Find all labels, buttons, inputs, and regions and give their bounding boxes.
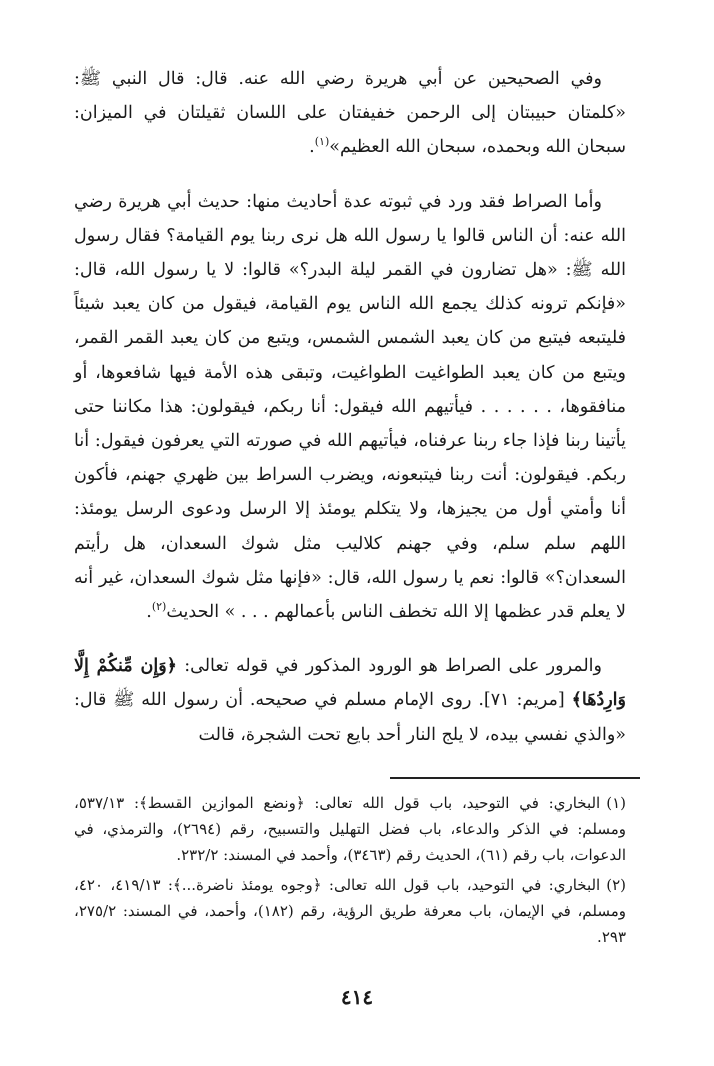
page-number: ٤١٤ <box>340 985 374 1009</box>
footnote-text: البخاري: في التوحيد، باب قول الله تعالى: ﴿وجوه يومئذ ناضرة...﴾: ٤١٩/١٣، ٤٢٠، ومسلم، في الإيمان، باب معرفة طريق الرؤية، رقم (١٨٢)، وأحمد، في المسند: ٢٧٥/٢، ٢٩٣. <box>74 876 626 946</box>
paragraph: وفي الصحيحين عن أبي هريرة رضي الله عنه. قال: قال النبي ﷺ: «كلمتان حبيبتان إلى الرحمن خفيفتان على اللسان ثقيلتان في الميزان: سبحان الله وبحمده، سبحان الله العظيم»$^{(١)}$. <box>74 69 626 158</box>
footnote-number: (٢) <box>606 876 627 894</box>
paragraph-text: وأما الصراط فقد ورد في ثبوته عدة أحاديث منها: حديث أبي هريرة رضي الله عنه: أن الناس قالوا يا رسول الله هل نرى ربنا يوم القيامة؟ فقال رسول الله ﷺ: «هل تضارون في القمر ليلة البدر؟» قالوا: لا يا رسول الله، قال: «فإنكم ترونه كذلك يجمع الله الناس يوم القيامة، فيقول من كان يعبد شيئاً فليتبعه فيتبع من كان يعبد الشمس الشمس، ويتبع من كان يعبد القمر القمر، ويتبع من كان يعبد الطواغيت الطواغيت، وتبقى هذه الأمة فيها شافعوها، أو منافقوها، . . . . . . فيأتيهم الله فيقول: أنا ربكم، فيقولون: هذا مكاننا حتى يأتينا ربنا فإذا جاء ربنا عرفناه، فيأتيهم الله في صورته التي يعرفون فيقول: أنا ربكم. فيقولون: أنت ربنا فيتبعونه، ويضرب السراط بين ظهري جهنم، فأكون أنا وأمتي أول من يجيزها، ولا يتكلم يومئذ إلا الرسل ودعوى الرسل يومئذ: اللهم سلم سلم، وفي جهنم كلاليب مثل شوك السعدان، هل رأيتم السعدان؟» قالوا: نعم يا رسول الله، قال: «فإنها مثل شوك السعدان، غير أنه لا يعلم قدر عظمها إلا الله تخطف الناس بأعمالهم . . . » الحديث <box>74 191 627 623</box>
footnote <box>74 872 626 950</box>
quran-verse: ﴿وَإِن مِّنكُمْ إِلَّا وَارِدُهَا﴾ <box>74 656 626 711</box>
footnote <box>74 790 626 868</box>
main-text <box>74 62 626 752</box>
paragraph: وأما الصراط فقد ورد في ثبوته عدة أحاديث منها: حديث أبي هريرة رضي الله عنه: أن الناس قالوا يا رسول الله هل نرى ربنا يوم القيامة؟ فقال رسول الله ﷺ: «هل تضارون في القمر ليلة البدر؟» قالوا: لا يا رسول الله، قال: «فإنكم ترونه كذلك يجمع الله الناس يوم القيامة، فيقول من كان يعبد شيئاً فليتبعه فيتبع من كان يعبد الشمس الشمس، ويتبع من كان يعبد القمر القمر، ويتبع من كان يعبد الطواغيت الطواغيت، وتبقى هذه الأمة فيها شافعوها، أو منافقوها، . . . . . . فيأتيهم الله فيقول: أنا ربكم، فيقولون: هذا مكاننا حتى يأتينا ربنا فإذا جاء ربنا عرفناه، فيأتيهم الله في صورته التي يعرفون فيقول: أنا ربكم. فيقولون: أنت ربنا فيتبعونه، ويضرب السراط بين ظهري جهنم، فأكون أنا وأمتي أول من يجيزها، ولا يتكلم يومئذ إلا الرسل ودعوى الرسل يومئذ: اللهم سلم سلم، وفي جهنم كلاليب مثل شوك السعدان، هل رأيتم السعدان؟» قالوا: نعم يا رسول الله، قال: «فإنها مثل شوك السعدان، غير أنه لا يعلم قدر عظمها إلا الله تخطف الناس بأعمالهم . . . » الحديث$^{(٢)}$. <box>74 191 627 623</box>
paragraph-text: والمرور على الصراط هو الورود المذكور في قوله تعالى: <box>176 656 602 677</box>
paragraph-text: وفي الصحيحين عن أبي هريرة رضي الله عنه. قال: قال النبي ﷺ: «كلمتان حبيبتان إلى الرحمن خفيفتان على اللسان ثقيلتان في الميزان: سبحان الله وبحمده، سبحان الله العظيم» <box>74 69 626 158</box>
paragraph <box>74 649 626 752</box>
footnote-mark: (١) <box>314 135 330 149</box>
footnote-number: (١) <box>606 794 626 812</box>
footnote-divider <box>390 777 640 779</box>
footnote-text: البخاري: في التوحيد، باب قول الله تعالى: ﴿ونضع الموازين القسط﴾: ٥٣٧/١٣، ومسلم: في الذكر والدعاء، باب فضل التهليل والتسبيح، رقم (٢٦٩٤)، والترمذي، في الدعوات، باب رقم (٦١)، الحديث رقم (٣٤٦٣)، وأحمد في المسند: ٢٣٢/٢. <box>74 794 626 864</box>
footnotes <box>74 790 626 954</box>
paragraph-text: [مريم: ٧١]. روى الإمام مسلم في صحيحه. أن رسول الله ﷺ قال: «والذي نفسي بيده، لا يلج النار أحد بايع تحت الشجرة، قالت <box>74 690 626 745</box>
footnote-mark: (٢) <box>151 600 167 614</box>
